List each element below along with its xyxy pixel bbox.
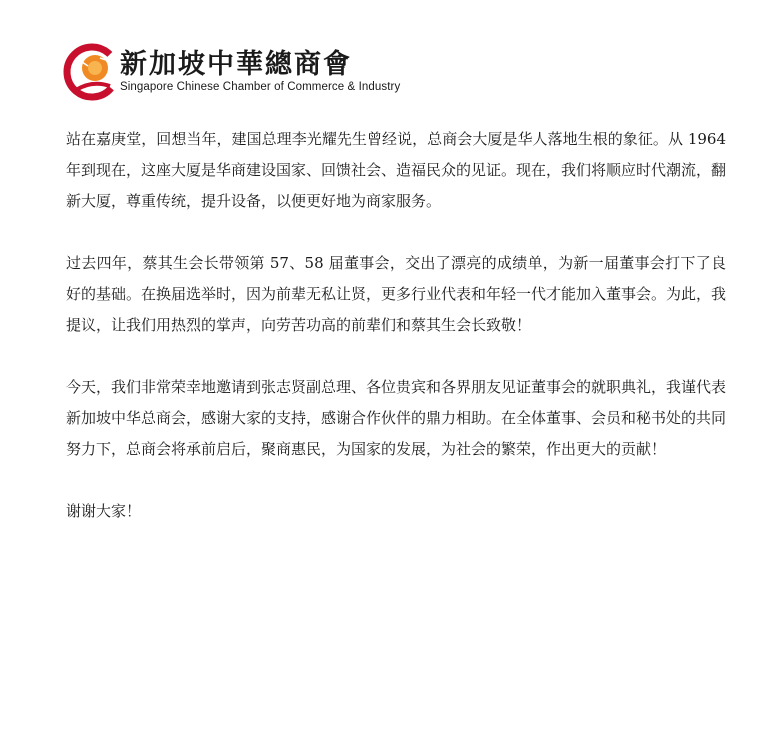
speech-body (66, 124, 726, 527)
sccci-emblem-icon (62, 40, 126, 102)
paragraph-3: 今天，我们非常荣幸地邀请到张志贤副总理、各位贵宾和各界朋友见证董事会的就职典礼，我谨代表新加坡中华总商会，感谢大家的支持，感谢合作伙伴的鼎力相助。在全体董事、会员和秘书处的共同努力下，总商会将承前启后，聚商惠民，为国家的发展，为社会的繁荣，作出更大的贡献！ (66, 378, 727, 458)
logo-chinese-text: 新加坡中華總商會 (120, 49, 352, 80)
logo-english-text: Singapore Chinese Chamber of Commerce & Industry (120, 81, 401, 93)
paragraph-1: 站在嘉庚堂，回想当年，建国总理李光耀先生曾经说，总商会大厦是华人落地生根的象征。从 1964 年到现在，这座大厦是华商建设国家、回馈社会、造福民众的见证。现在，我们将顺应时代潮流，翻新大厦，尊重传统，提升设备，以便更好地为商家服务。 (66, 130, 727, 210)
sccci-logo (62, 40, 422, 102)
closing-thanks: 谢谢大家！ (66, 502, 142, 520)
paragraph-2: 过去四年，蔡其生会长带领第 57、58 届董事会，交出了漂亮的成绩单，为新一届董事会打下了良好的基础。在换届选举时，因为前辈无私让贤，更多行业代表和年轻一代才能加入董事会。为此，我提议，让我们用热烈的掌声，向劳苦功高的前辈们和蔡其生会长致敬！ (66, 254, 727, 334)
